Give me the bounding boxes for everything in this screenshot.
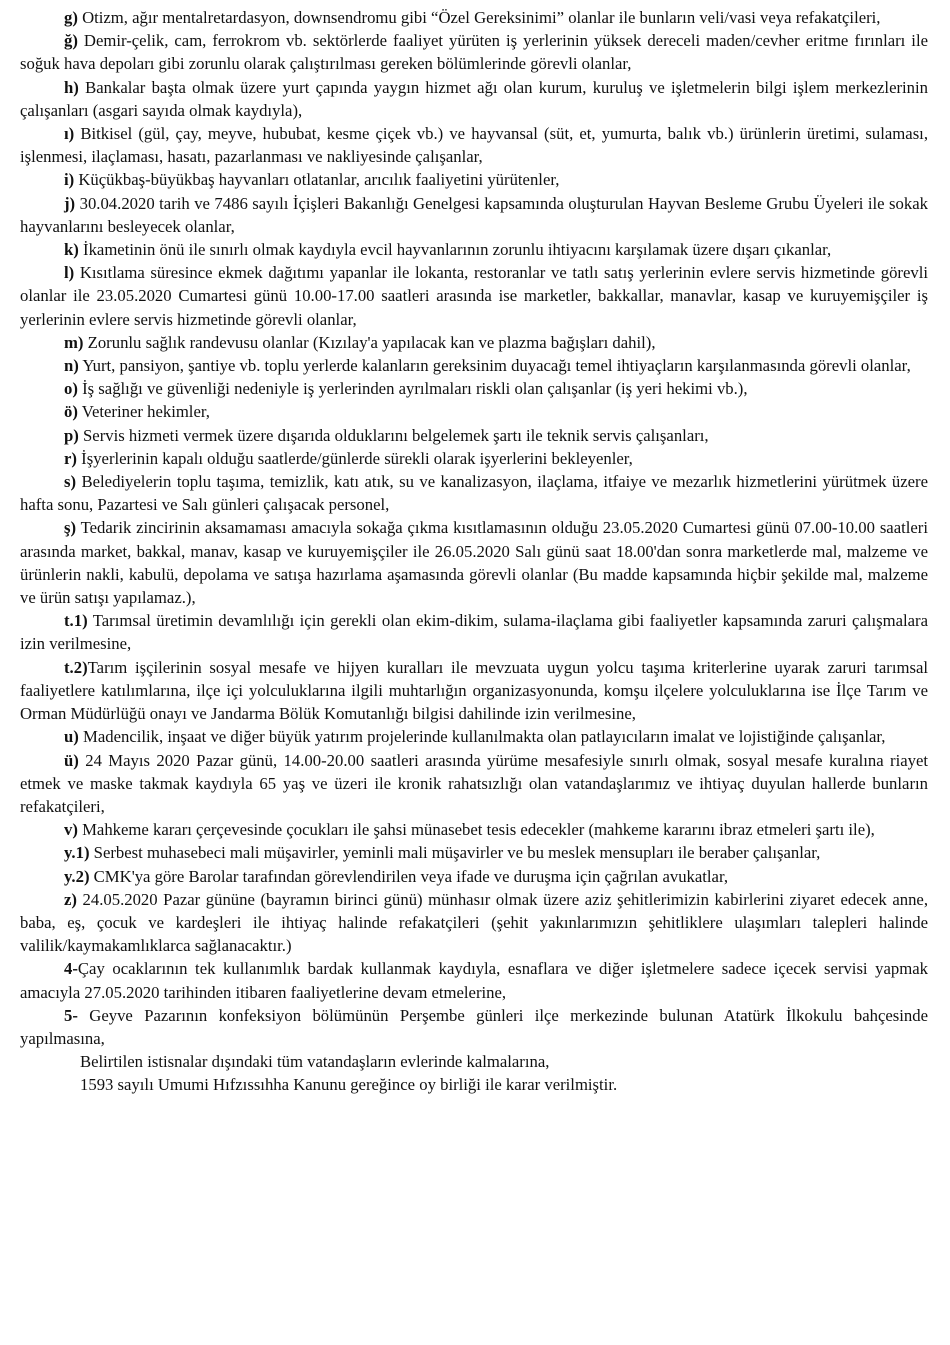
closing-statements — [20, 1050, 928, 1096]
clause-paragraph — [20, 76, 928, 122]
clause-paragraph — [20, 331, 928, 354]
clause-text: Tedarik zincirinin aksamaması amacıyla sokağa çıkma kısıtlamasının olduğu 23.05.2020 Cumartesi günü 07.00-10.00 saatleri arasında market, bakkal, manav, kasap ve kuruyemişçiler ile 26.05.2020 Salı günü saat 18.00'dan sonra marketlerde mal, malzeme ve ürünlerin nakli, kabulü, depolama ve satışa hazırlama aşamasında görevli olanlar (Bu madde kapsamında hiçbir şekilde mal, malzeme ve ürün satışı yapılamaz.), — [20, 518, 928, 608]
clause-label: 4- — [64, 959, 78, 979]
clause-paragraph — [20, 6, 928, 29]
clause-label: l) — [64, 263, 75, 283]
clause-label: ö) — [64, 402, 78, 422]
clause-text: İş sağlığı ve güvenliği nedeniyle iş yerlerinden ayrılmaları riskli olan çalışanlar (iş yeri hekimi vb.), — [77, 379, 748, 399]
clause-label: n) — [64, 356, 79, 376]
closing-line: 1593 sayılı Umumi Hıfzıssıhha Kanunu gereğince oy birliği ile karar verilmiştir. — [80, 1075, 618, 1095]
clause-paragraph — [20, 516, 928, 609]
clause-label: j) — [64, 193, 76, 213]
clause-text: Mahkeme kararı çerçevesinde çocukları ile şahsi münasebet tesis edecekler (mahkeme kararını ibraz etmeleri şartı ile), — [77, 820, 875, 840]
clause-label: m) — [64, 332, 84, 352]
clause-text: Geyve Pazarının konfeksiyon bölümünün Perşembe günleri ilçe merkezinde bulunan Atatürk İlkokulu bahçesinde yapılmasına, — [20, 1005, 928, 1048]
clause-label: i) — [64, 170, 75, 190]
paragraph-list — [20, 6, 928, 1050]
clause-text: Tarım işçilerinin sosyal mesafe ve hijyen kuralları ile mevzuata uygun yolcu taşıma kriterlerine uyarak zaruri tarımsal faaliyetlere katılımlarına, ilçe içi yolculuklarına ilgili muhtarlığın organizasyonunda, komşu ilçelere yolculuklarına ise İlçe Tarım ve Orman Müdürlüğü onayı ve Jandarma Bölük Komutanlığı bilgisi dahilinde izin verilmesine, — [20, 657, 928, 724]
clause-paragraph — [20, 1004, 928, 1050]
clause-text: Küçükbaş-büyükbaş hayvanları otlatanlar, arıcılık faaliyetini yürütenler, — [74, 170, 560, 190]
clause-text: İşyerlerinin kapalı olduğu saatlerde/günlerde sürekli olarak işyerlerini bekleyenler, — [76, 448, 633, 468]
clause-paragraph — [20, 261, 928, 331]
clause-text: Otizm, ağır mentalretardasyon, downsendromu gibi “Özel Gereksinimi” olanlar ile bunların veli/vasi veya refakatçileri, — [77, 8, 881, 27]
clause-text: Demir-çelik, cam, ferrokrom vb. sektörlerde faaliyet yürüten iş yerlerinin yüksek dereceli maden/cevher eritme fırınları ile soğuk hava depoları gibi zorunlu olarak çalıştırılması gereken bölümlerinde görevli olanlar, — [20, 31, 928, 74]
clause-text: Kısıtlama süresince ekmek dağıtımı yapanlar ile lokanta, restoranlar ve tatlı satış yerlerinin evlere servis hizmetinde görevli olanlar ile 23.05.2020 Cumartesi günü 10.00-17.00 saatleri arasında ise marketler, bakkallar, manavlar, kasap ve kuruyemişçiler iş yerlerinin evlere servis hizmetinde görevli olanlar, — [20, 263, 928, 329]
clause-label: g) — [64, 8, 78, 27]
clause-label: p) — [64, 425, 79, 445]
clause-label: t.1) — [64, 611, 88, 631]
clause-paragraph — [20, 238, 928, 261]
clause-label: o) — [64, 379, 78, 399]
clause-label: t.2) — [64, 657, 88, 677]
clause-paragraph — [20, 192, 928, 238]
clause-label: y.1) — [64, 843, 90, 863]
clause-paragraph — [20, 749, 928, 819]
clause-text: İkametinin önü ile sınırlı olmak kaydıyla evcil hayvanlarının zorunlu ihtiyacını karşılamak üzere dışarı çıkanlar, — [78, 240, 832, 260]
clause-paragraph — [20, 957, 928, 1003]
clause-label: ı) — [64, 124, 75, 144]
clause-label: h) — [64, 77, 79, 97]
clause-label: r) — [64, 448, 77, 468]
clause-label: y.2) — [64, 866, 90, 886]
clause-label: ü) — [64, 750, 79, 770]
clause-label: s) — [64, 472, 77, 492]
clause-label: k) — [64, 240, 79, 260]
clause-text: 24.05.2020 Pazar gününe (bayramın birinci günü) münhasır olmak üzere aziz şehitlerimizin kabirlerini ziyaret edecek anne, baba, eş, çocuk ve kardeşleri ile ihtiyaç halinde refakatçileri (şehit yakınlarımızın şehitliklere ulaşımları talepleri halinde valilik/kaymakamlıklarca sağlanacaktır.) — [20, 889, 928, 956]
clause-text: Servis hizmeti vermek üzere dışarıda olduklarını belgelemek şartı ile teknik servis çalışanları, — [78, 425, 709, 445]
closing-line: Belirtilen istisnalar dışındaki tüm vatandaşların evlerinde kalmalarına, — [80, 1052, 550, 1072]
clause-text: Bankalar başta olmak üzere yurt çapında yaygın hizmet ağı olan kurum, kuruluş ve işletmelerin bilgi işlem merkezlerinin çalışanları (asgari sayıda olmak kaydıyla), — [20, 77, 928, 120]
clause-text: Belediyelerin toplu taşıma, temizlik, katı atık, su ve kanalizasyon, ilaçlama, itfaiye ve mezarlık hizmetlerini yürütmek üzere hafta sonu, Pazartesi ve Salı günleri çalışacak personel, — [20, 472, 928, 515]
clause-text: CMK'ya göre Barolar tarafından görevlendirilen veya ifade ve duruşma için çağrılan avukatlar, — [89, 866, 729, 886]
document-page — [20, 6, 928, 1097]
clause-text: Serbest muhasebeci mali müşavirler, yeminli mali müşavirler ve bu meslek mensupları ile beraber çalışanlar, — [89, 843, 821, 863]
clause-label: z) — [64, 889, 77, 909]
clause-paragraph — [20, 841, 928, 864]
clause-text: Madencilik, inşaat ve diğer büyük yatırım projelerinde kullanılmakta olan patlayıcıların imalat ve lojistiğinde çalışanlar, — [78, 727, 886, 747]
clause-text: Yurt, pansiyon, şantiye vb. toplu yerlerde kalanların gereksinim duyacağı temel ihtiyaçların karşılanmasında görevli olanlar, — [78, 356, 911, 376]
clause-text: Zorunlu sağlık randevusu olanlar (Kızılay'a yapılacak kan ve plazma bağışları dahil), — [83, 332, 656, 352]
clause-text: 30.04.2020 tarih ve 7486 sayılı İçişleri Bakanlığı Genelgesi kapsamında oluşturulan Hayvan Besleme Grubu Üyeleri ile sokak hayvanlarını besleyecek olanlar, — [20, 193, 928, 236]
clause-paragraph — [20, 400, 928, 423]
clause-paragraph — [20, 377, 928, 400]
clause-text: Tarımsal üretimin devamlılığı için gerekli olan ekim-dikim, sulama-ilaçlama gibi faaliyetler kapsamında zaruri çalışmalara izin verilmesine, — [20, 611, 928, 654]
clause-paragraph — [20, 865, 928, 888]
clause-text: Bitkisel (gül, çay, meyve, hububat, kesme çiçek vb.) ve hayvansal (süt, et, yumurta, balık vb.) ürünlerin üretimi, sulaması, işlenmesi, ilaçlaması, hasatı, pazarlanması ve nakliyesinde çalışanlar, — [20, 124, 928, 167]
clause-paragraph — [20, 609, 928, 655]
clause-label: 5- — [64, 1005, 78, 1025]
clause-paragraph — [20, 656, 928, 726]
clause-paragraph — [20, 168, 928, 191]
clause-label: ş) — [64, 518, 77, 538]
clause-paragraph — [20, 29, 928, 75]
clause-paragraph — [20, 424, 928, 447]
clause-paragraph — [20, 888, 928, 958]
clause-label: ğ) — [64, 31, 78, 51]
clause-label: v) — [64, 820, 78, 840]
clause-paragraph — [20, 122, 928, 168]
clause-paragraph — [20, 354, 928, 377]
clause-text: Çay ocaklarının tek kullanımlık bardak kullanmak kaydıyla, esnaflara ve diğer işletmelere sadece içecek servisi yapmak amacıyla 27.05.2020 tarihinden itibaren faaliyetlerine devam etmelerine, — [20, 959, 928, 1002]
clause-label: u) — [64, 727, 79, 747]
clause-paragraph — [20, 818, 928, 841]
clause-text: Veteriner hekimler, — [77, 402, 210, 422]
clause-text: 24 Mayıs 2020 Pazar günü, 14.00-20.00 saatleri arasında yürüme mesafesiyle sınırlı olmak, sosyal mesafe kuralına riayet etmek ve maske takmak kaydıyla 65 yaş ve üzeri ile kronik rahatsızlığı olan vatandaşlarımız ve ihtiyaç duyulan hallerde bunların refakatçileri, — [20, 750, 928, 816]
clause-paragraph — [20, 470, 928, 516]
clause-paragraph — [20, 447, 928, 470]
clause-paragraph — [20, 725, 928, 748]
